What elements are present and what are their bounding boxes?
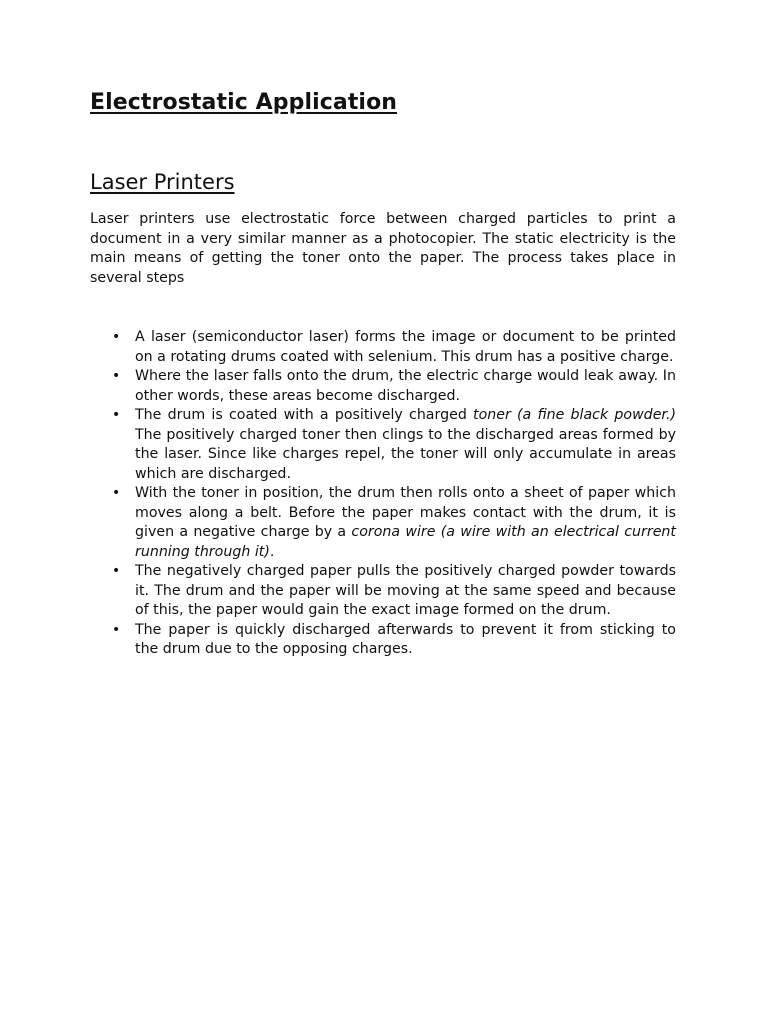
list-item-text: The negatively charged paper pulls the positively charged powder towards it. The drum and the paper will be moving at the same speed and because of this, the paper would gain the exact image formed on the drum. [135, 563, 676, 618]
list-item-text: Where the laser falls onto the drum, the electric charge would leak away. In other words, these areas become discharged. [135, 368, 676, 404]
bullet-icon: • [112, 485, 121, 501]
intro-paragraph: Laser printers use electrostatic force between charged particles to print a document in a very similar manner as a photocopier. The static electricity is the main means of getting the toner onto the paper. The process takes place in several steps [90, 211, 676, 286]
bullet-icon: • [112, 329, 121, 345]
list-item [90, 621, 676, 660]
bullet-icon: • [112, 563, 121, 579]
list-item-text-plain: With the toner in position, the drum then rolls onto a sheet of paper which moves along a belt. Before the paper makes contact with the drum, it is given a negative charge by a [135, 485, 676, 540]
process-steps-list [90, 328, 676, 660]
list-item-text [135, 407, 676, 482]
list-item [90, 562, 676, 621]
bullet-icon: • [112, 368, 121, 384]
list-item [90, 406, 676, 484]
list-item-text-plain: The positively charged toner then clings to the discharged areas formed by the laser. Since like charges repel, the toner will only accumulate in areas which are discharged. [135, 426, 676, 482]
bullet-icon: • [112, 621, 121, 638]
list-item-text-plain: . [269, 543, 275, 560]
list-item-text: A laser (semiconductor laser) forms the image or document to be printed on a rotating drums coated with selenium. This drum has a positive charge. [135, 329, 676, 365]
bullet-icon: • [112, 407, 121, 423]
list-item-text: The paper is quickly discharged afterwards to prevent it from sticking to the drum due to the opposing charges. [135, 621, 676, 657]
list-item-text-italic: corona wire (a wire with an electrical current running through it) [135, 524, 676, 560]
list-item [90, 484, 676, 562]
list-item [90, 367, 676, 406]
section-heading: Laser Printers [90, 170, 235, 194]
list-item-text-plain: The drum is coated with a positively charged [135, 407, 474, 423]
document-title: Electrostatic Application [90, 90, 398, 115]
list-item-text [135, 485, 676, 560]
list-item [90, 328, 676, 367]
list-item-text-italic: toner (a fine black powder.) [473, 407, 676, 423]
